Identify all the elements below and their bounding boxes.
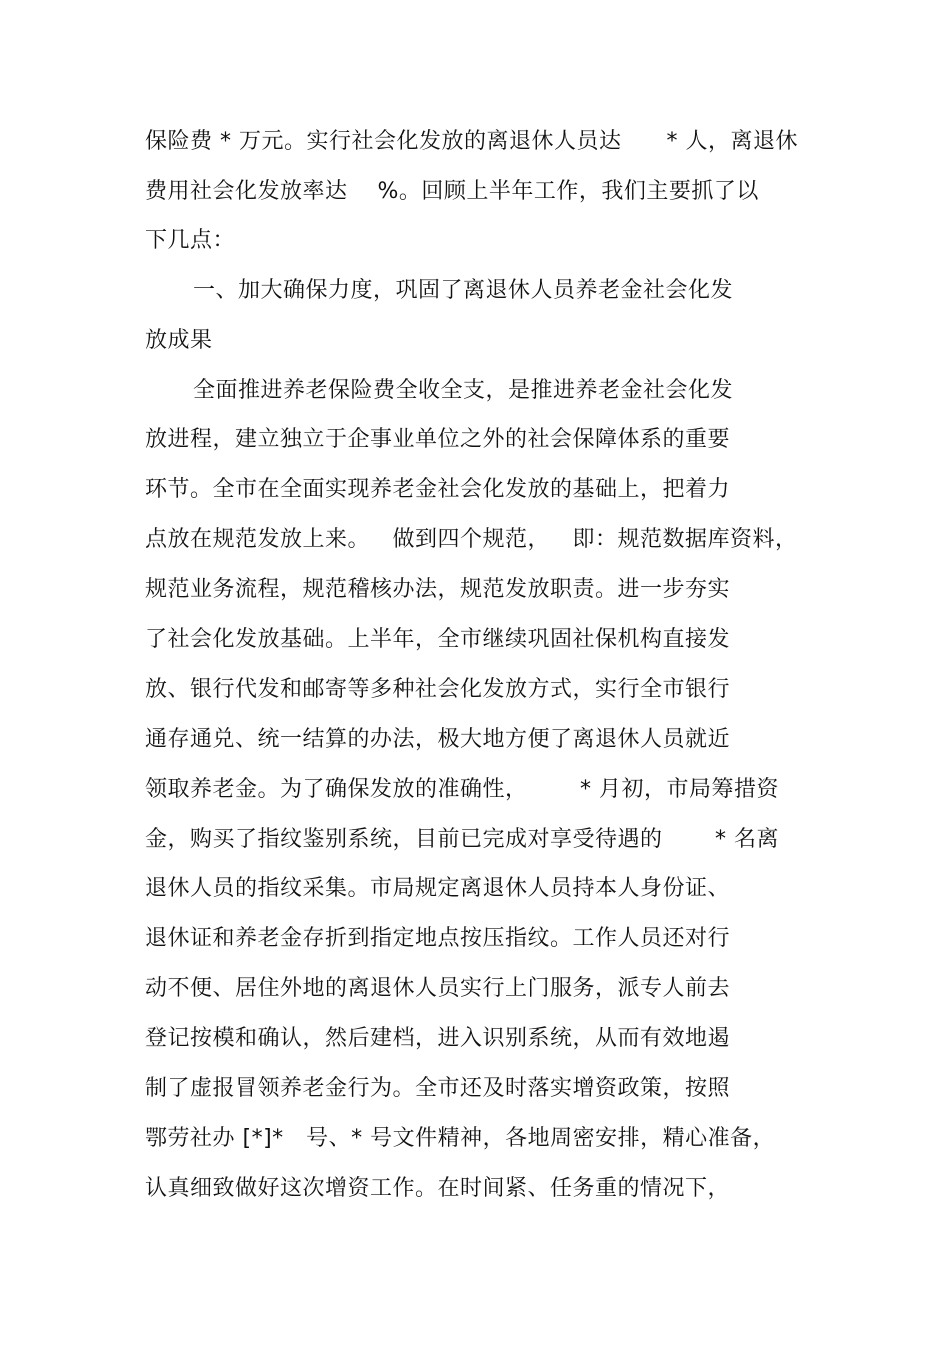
section-heading-line: 放成果 xyxy=(145,328,213,353)
text-line: 退休证和养老金存折到指定地点按压指纹。工作人员还对行 xyxy=(145,926,731,951)
text-line: 点放在规范发放上来。 做到四个规范， 即：规范数据库资料， xyxy=(145,527,798,552)
text-line: 认真细致做好这次增资工作。在时间紧、任务重的情况下， xyxy=(145,1176,731,1201)
text-line: 环节。全市在全面实现养老金社会化发放的基础上，把着力 xyxy=(145,477,731,502)
text-line: 放进程，建立独立于企事业单位之外的社会保障体系的重要 xyxy=(145,427,731,452)
section-heading-line: 一、加大确保力度，巩固了离退休人员养老金社会化发 xyxy=(193,278,734,303)
text-line: 金，购买了指纹鉴别系统，目前已完成对享受待遇的 * 名离 xyxy=(145,827,779,852)
text-line: 鄂劳社办 [*]* 号、* 号文件精神，各地周密安排，精心准备， xyxy=(145,1126,776,1151)
text-line: 制了虚报冒领养老金行为。全市还及时落实增资政策，按照 xyxy=(145,1076,731,1101)
text-line: 保险费 * 万元。实行社会化发放的离退休人员达 * 人，离退休 xyxy=(145,129,798,154)
text-line: 下几点： xyxy=(145,228,236,253)
text-line: 放、银行代发和邮寄等多种社会化发放方式，实行全市银行 xyxy=(145,677,731,702)
text-line: 退休人员的指纹采集。市局规定离退休人员持本人身份证、 xyxy=(145,876,731,901)
paragraph-first-line: 全面推进养老保险费全收全支，是推进养老金社会化发 xyxy=(193,378,734,403)
text-line: 登记按模和确认，然后建档，进入识别系统，从而有效地遏 xyxy=(145,1026,731,1051)
text-line: 通存通兑、统一结算的办法，极大地方便了离退休人员就近 xyxy=(145,727,731,752)
text-line: 了社会化发放基础。上半年，全市继续巩固社保机构直接发 xyxy=(145,627,731,652)
text-line: 费用社会化发放率达 %。回顾上半年工作，我们主要抓了以 xyxy=(145,179,759,204)
text-line: 规范业务流程，规范稽核办法，规范发放职责。进一步夯实 xyxy=(145,577,731,602)
text-line: 领取养老金。为了确保发放的准确性， * 月初，市局筹措资 xyxy=(145,777,779,802)
text-line: 动不便、居住外地的离退休人员实行上门服务，派专人前去 xyxy=(145,976,731,1001)
